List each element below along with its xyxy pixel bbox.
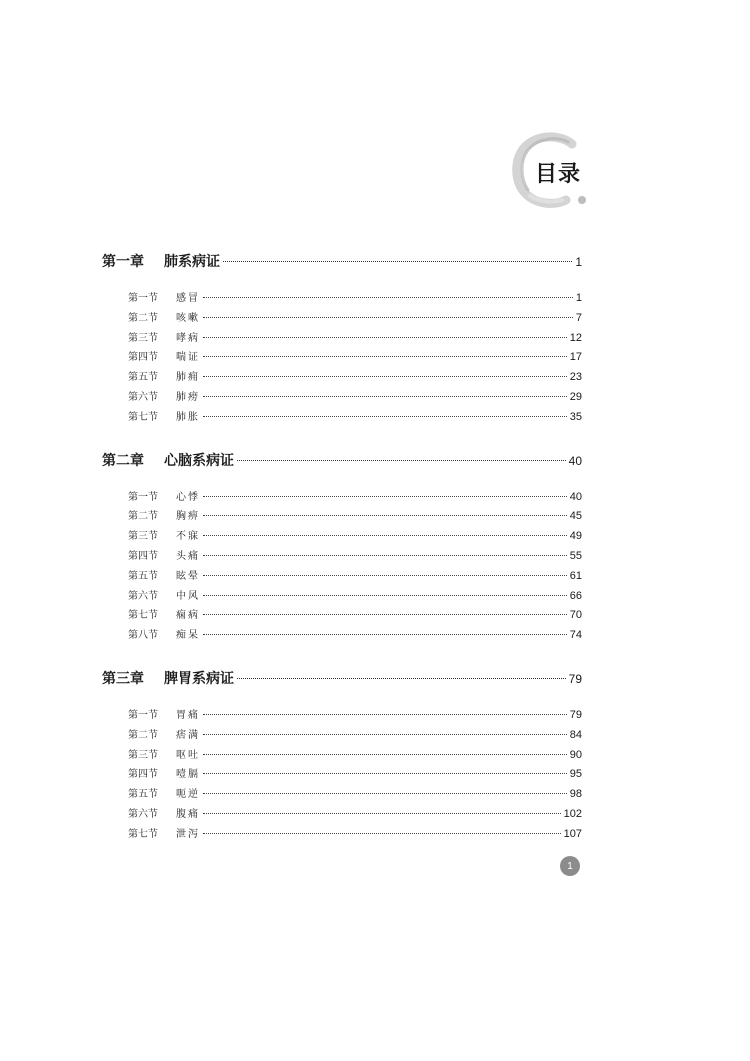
section-entry[interactable]: [128, 587, 582, 607]
section-title: 胸痹: [176, 511, 200, 523]
section-number: 第五节: [128, 570, 158, 582]
section-title: 感冒: [176, 293, 200, 304]
chapter-entry[interactable]: [102, 668, 582, 688]
chapter-title: 心脑系病证: [164, 452, 234, 469]
section-title: 肺痈: [176, 372, 200, 384]
section-number: 第二节: [128, 511, 158, 523]
section-page: 90: [569, 748, 582, 761]
section-number: 第七节: [128, 828, 158, 840]
section-number: 第四节: [128, 550, 158, 562]
page-number-badge: 1: [560, 856, 580, 876]
dot-leader: [203, 376, 567, 377]
chapter-page: 1: [575, 255, 582, 269]
dot-leader: [203, 416, 567, 417]
dot-leader: [203, 833, 561, 834]
section-page: 29: [569, 390, 582, 403]
section-number: 第六节: [128, 808, 158, 820]
section-number: 第三节: [128, 749, 158, 761]
section-number: 第一节: [128, 491, 158, 503]
dot-leader: [203, 515, 567, 516]
dot-leader: [237, 460, 566, 461]
dot-leader: [203, 614, 567, 615]
section-page: 84: [569, 728, 582, 741]
section-entry[interactable]: [128, 706, 582, 726]
dot-leader: [203, 793, 567, 794]
section-number: 第三节: [128, 332, 158, 344]
section-title: 喘证: [176, 352, 200, 364]
section-entry[interactable]: [128, 329, 582, 349]
dot-leader: [203, 337, 567, 338]
section-number: 第一节: [128, 293, 158, 304]
table-of-contents: [102, 251, 582, 867]
section-entry[interactable]: [128, 388, 582, 408]
chapter-block: [102, 251, 582, 428]
section-page: 55: [569, 549, 582, 562]
dot-leader: [237, 678, 566, 679]
section-entry[interactable]: [128, 765, 582, 785]
dot-leader: [203, 317, 573, 318]
section-title: 咳嗽: [176, 312, 200, 324]
section-entry[interactable]: [128, 567, 582, 587]
section-entry[interactable]: [128, 348, 582, 368]
section-page: 102: [563, 807, 582, 820]
section-title: 头痛: [176, 550, 200, 562]
chapter-number: 第三章: [102, 670, 144, 687]
dot-leader: [203, 754, 567, 755]
dot-leader: [203, 575, 567, 576]
dot-leader: [203, 396, 567, 397]
dot-leader: [203, 356, 567, 357]
dot-leader: [203, 535, 567, 536]
section-title: 哮病: [176, 332, 200, 344]
section-number: 第八节: [128, 630, 158, 642]
section-entry[interactable]: [128, 805, 582, 825]
section-page: 66: [569, 589, 582, 602]
section-entry[interactable]: [128, 527, 582, 547]
section-entry[interactable]: [128, 488, 582, 508]
section-title: 呕吐: [176, 749, 200, 761]
chapter-page: 40: [568, 453, 582, 468]
section-number: 第三节: [128, 531, 158, 543]
section-number: 第一节: [128, 709, 158, 721]
chapter-page: 79: [568, 671, 582, 686]
section-title: 噎膈: [176, 769, 200, 781]
section-entry[interactable]: [128, 368, 582, 388]
section-page: 12: [569, 331, 582, 344]
section-page: 74: [569, 629, 582, 642]
chapter-block: [102, 668, 582, 845]
section-number: 第二节: [128, 312, 158, 324]
section-entry[interactable]: [128, 408, 582, 428]
section-title: 不寐: [176, 531, 200, 543]
section-number: 第二节: [128, 729, 158, 741]
dot-leader: [203, 595, 567, 596]
section-entry[interactable]: [128, 606, 582, 626]
section-page: 49: [569, 530, 582, 543]
section-number: 第五节: [128, 372, 158, 384]
chapter-title: 脾胃系病证: [164, 670, 234, 687]
section-number: 第五节: [128, 789, 158, 801]
section-page: 40: [569, 490, 582, 503]
section-page: 1: [575, 292, 582, 304]
section-title: 腹痛: [176, 808, 200, 820]
section-title: 眩晕: [176, 570, 200, 582]
section-number: 第六节: [128, 391, 158, 403]
section-title: 呃逆: [176, 789, 200, 801]
dot-leader: [203, 813, 561, 814]
section-page: 98: [569, 788, 582, 801]
section-entry[interactable]: [128, 309, 582, 329]
section-title: 肺胀: [176, 411, 200, 423]
dot-leader: [203, 734, 567, 735]
section-title: 痫病: [176, 610, 200, 622]
section-number: 第六节: [128, 590, 158, 602]
section-page: 45: [569, 510, 582, 523]
dot-icon: [578, 196, 586, 204]
section-entry[interactable]: [128, 825, 582, 845]
section-entry[interactable]: [128, 507, 582, 527]
section-entry[interactable]: [128, 626, 582, 646]
section-entry[interactable]: [128, 726, 582, 746]
dot-leader: [203, 714, 567, 715]
chapter-title: 肺系病证: [164, 254, 220, 270]
section-page: 79: [569, 708, 582, 721]
section-page: 7: [575, 311, 582, 324]
title-block: [510, 130, 590, 210]
section-entry[interactable]: [128, 785, 582, 805]
section-list: [128, 488, 582, 646]
section-title: 心悸: [176, 491, 200, 503]
chapter-entry[interactable]: [102, 251, 582, 271]
section-number: 第七节: [128, 610, 158, 622]
dot-leader: [203, 496, 567, 497]
section-title: 胃痛: [176, 709, 200, 721]
section-entry[interactable]: [128, 289, 582, 309]
dot-leader: [203, 634, 567, 635]
dot-leader: [203, 555, 567, 556]
section-page: 17: [569, 351, 582, 364]
chapter-entry[interactable]: [102, 450, 582, 470]
section-page: 70: [569, 609, 582, 622]
section-page: 107: [563, 827, 582, 840]
chapter-block: [102, 450, 582, 646]
section-page: 61: [569, 569, 582, 582]
section-title: 痴呆: [176, 630, 200, 642]
section-title: 肺痨: [176, 391, 200, 403]
section-title: 中风: [176, 590, 200, 602]
section-entry[interactable]: [128, 547, 582, 567]
section-page: 23: [569, 371, 582, 384]
dot-leader: [203, 297, 573, 298]
section-entry[interactable]: [128, 746, 582, 766]
section-number: 第七节: [128, 411, 158, 423]
section-number: 第四节: [128, 769, 158, 781]
section-number: 第四节: [128, 352, 158, 364]
section-title: 痞满: [176, 729, 200, 741]
dot-leader: [203, 773, 567, 774]
section-list: [128, 289, 582, 428]
chapter-number: 第二章: [102, 452, 144, 469]
chapter-number: 第一章: [102, 254, 144, 270]
dot-leader: [223, 261, 572, 262]
section-page: 95: [569, 768, 582, 781]
section-page: 35: [569, 410, 582, 423]
section-list: [128, 706, 582, 845]
section-title: 泄泻: [176, 828, 200, 840]
page-title: 目录: [535, 162, 582, 187]
